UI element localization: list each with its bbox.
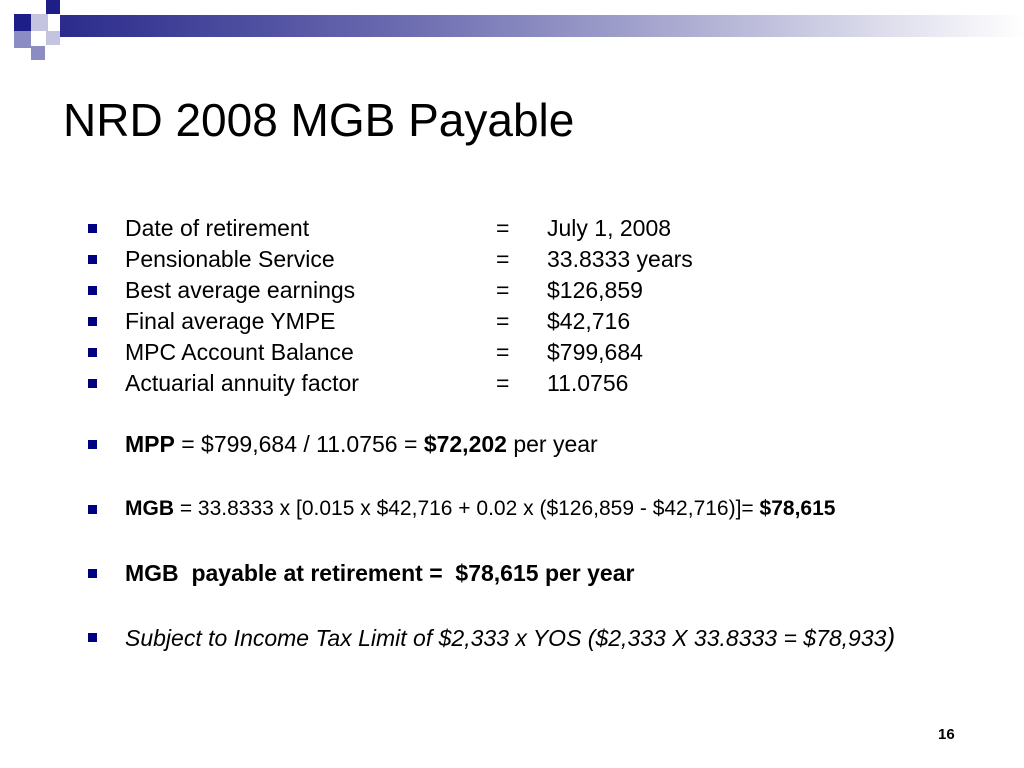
slide-title: NRD 2008 MGB Payable (63, 94, 575, 146)
deco-square (31, 14, 48, 31)
square-bullet-icon (88, 348, 97, 357)
item-label: Date of retirement (125, 215, 310, 241)
item-label: Actuarial annuity factor (125, 370, 359, 396)
item-label: MPC Account Balance (125, 339, 354, 365)
equals-sign: = (496, 277, 510, 303)
deco-square (46, 31, 60, 45)
mpp-result: $72,202 (423, 431, 507, 457)
payable-text: MGB payable at retirement = $78,615 per year (125, 560, 635, 586)
deco-square (14, 31, 31, 48)
square-bullet-icon (88, 255, 97, 264)
tax-limit-close: ) (886, 622, 896, 652)
square-bullet-icon (88, 505, 97, 514)
header-gradient-bar (60, 15, 1024, 37)
item-label: Pensionable Service (125, 246, 335, 272)
item-label: Final average YMPE (125, 308, 336, 334)
square-bullet-icon (88, 440, 97, 449)
equals-sign: = (496, 246, 510, 272)
tax-limit-body: Subject to Income Tax Limit of $2,333 x YOS ($2,333 X 33.8333 = $78,933 (125, 625, 887, 651)
square-bullet-icon (88, 379, 97, 388)
square-bullet-icon (88, 569, 97, 578)
deco-square (14, 14, 31, 31)
item-value: 33.8333 years (547, 246, 693, 272)
mgb-result: $78,615 (759, 497, 836, 520)
item-value: 11.0756 (547, 370, 629, 396)
square-bullet-icon (88, 286, 97, 295)
equals-sign: = (496, 308, 510, 334)
page-number: 16 (938, 726, 955, 743)
item-value: $799,684 (547, 339, 643, 365)
square-bullet-icon (88, 224, 97, 233)
deco-square (31, 46, 45, 60)
equals-sign: = (496, 339, 510, 365)
item-value: July 1, 2008 (547, 215, 672, 241)
mpp-label: MPP (125, 431, 175, 457)
mgb-label: MGB (125, 497, 174, 520)
mpp-suffix: per year (506, 431, 598, 457)
square-bullet-icon (88, 633, 97, 642)
equals-sign: = (496, 370, 510, 396)
square-bullet-icon (88, 317, 97, 326)
deco-square (46, 0, 60, 14)
mgb-formula: = 33.8333 x [0.015 x $42,716 + 0.02 x ($126,859 - $42,716)]= (174, 497, 760, 520)
item-value: $126,859 (547, 277, 643, 303)
tax-limit-text (125, 622, 895, 653)
mpp-formula: = $799,684 / 11.0756 = (174, 431, 424, 457)
mpp-text (125, 429, 598, 459)
item-label: Best average earnings (125, 277, 356, 303)
item-value: $42,716 (547, 308, 631, 334)
mgb-text (125, 494, 835, 524)
equals-sign: = (496, 215, 510, 241)
